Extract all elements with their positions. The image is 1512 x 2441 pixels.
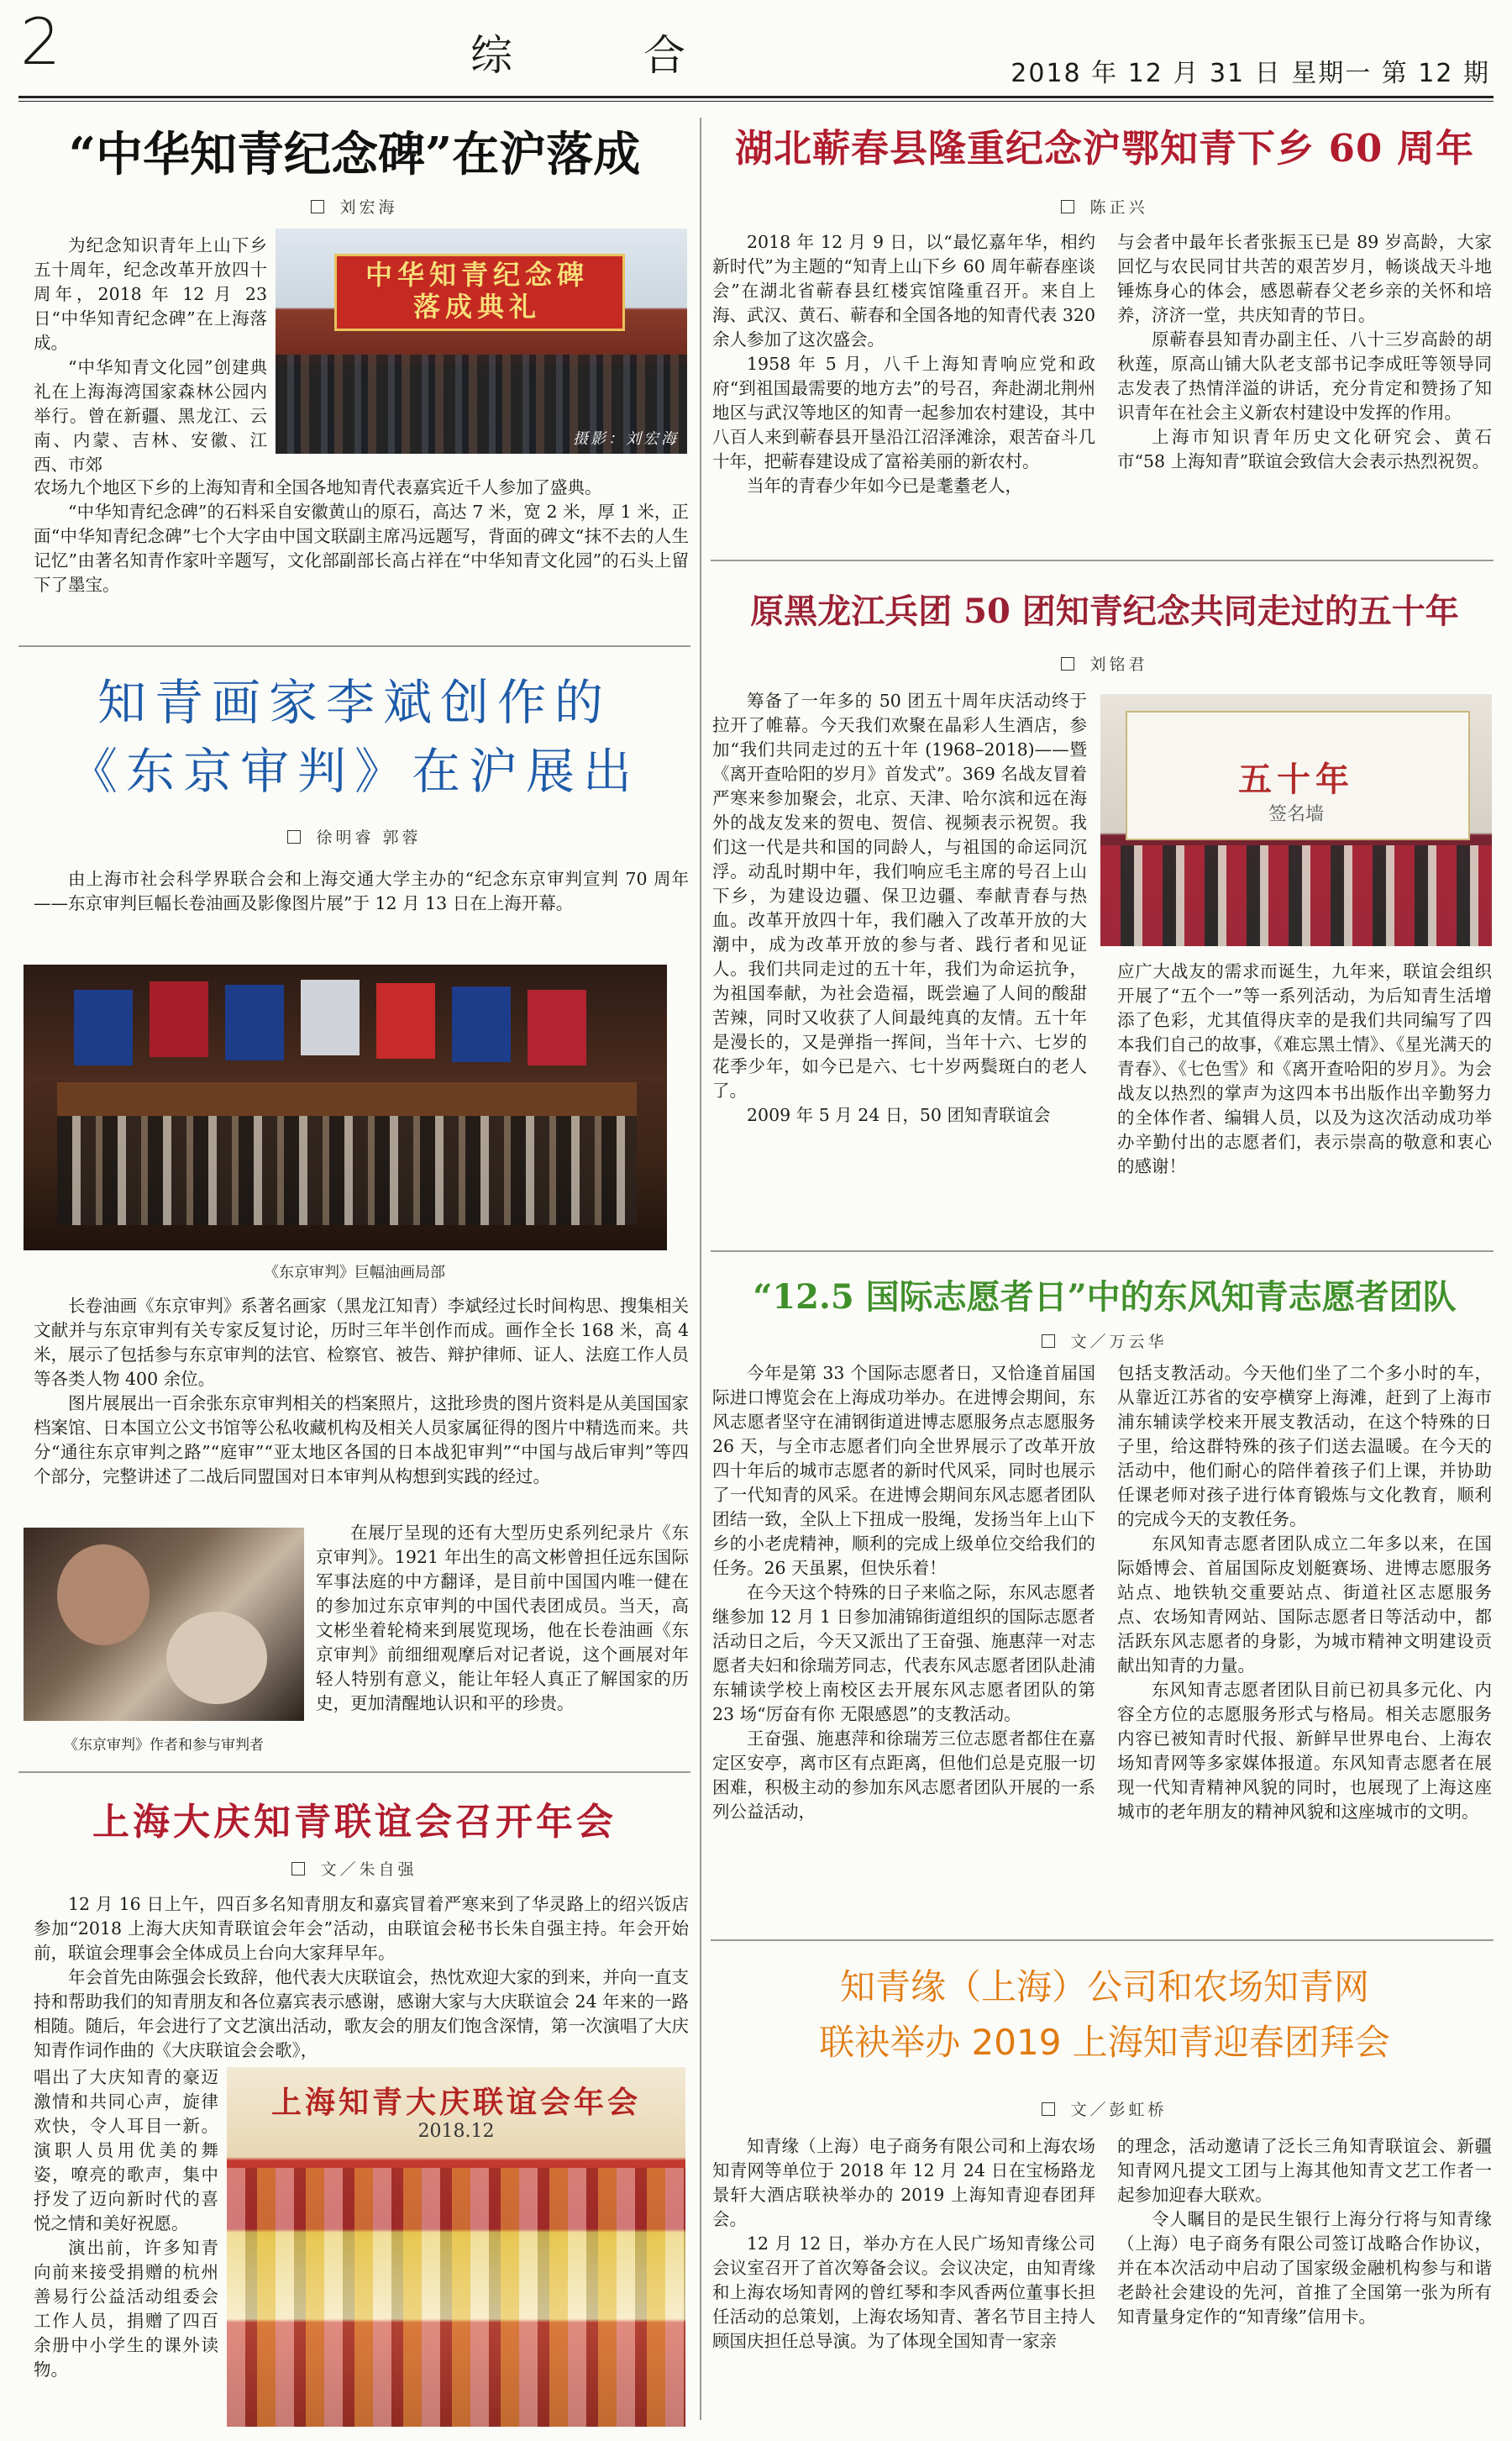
byline-box-icon xyxy=(1042,2102,1055,2116)
portrait-caption: 《东京审判》作者和参与审判者 xyxy=(64,1737,264,1754)
flag xyxy=(150,981,208,1057)
rule xyxy=(711,1939,1494,1941)
header-rule-thin xyxy=(18,101,1494,102)
page-number: 2 xyxy=(20,4,61,79)
zhiqingyuan-headline xyxy=(714,1960,1495,2070)
painter-paragraph: 图片展展出一百余张东京审判相关的档案照片，这批珍贵的图片资料是从美国国家档案馆、日本国立公文书馆等公私收藏机构及相关人员家属征得的图片中精选而来。共分“通往东京审判之路”“庭审”“亚太地区各国的日本战犯审判”“中国与战后审判”等四个部分，完整讲述了二战后同盟国对日本审判从构想到实践的经过。 xyxy=(34,1393,689,1486)
heilongjiang-col-a xyxy=(712,689,1087,1128)
person-face xyxy=(57,1544,150,1645)
daqing-headline: 上海大庆知青联谊会召开年会 xyxy=(92,1801,617,1844)
painter-intro xyxy=(34,867,689,916)
flag xyxy=(301,980,360,1055)
wall-subtitle: 签名墙 xyxy=(1268,804,1324,825)
monument-col-text xyxy=(34,234,267,477)
zhiqingyuan-headline-line1: 知青缘（上海）公司和农场知青网 xyxy=(839,1966,1369,2007)
zhiqingyuan-paragraph: 知青缘（上海）电子商务有限公司和上海农场知青网等单位于 2018 年 12 月 24 日在宝杨路龙景轩大酒店联袂举办的 2019 上海知青迎春团拜会。 xyxy=(712,2136,1095,2229)
monument-paragraph: “中华知青文化园”创建典礼在上海海湾国家森林公园内举行。曾在新疆、黑龙江、云南、内蒙、吉林、安徽、江西、市郊 xyxy=(34,357,267,475)
byline-box-icon xyxy=(291,1862,305,1875)
monument-headline: “中华知青纪念碑”在沪落成 xyxy=(68,127,641,182)
byline-box-icon xyxy=(1061,657,1074,671)
daqing-paragraph: 唱出了大庆知青的豪迈激情和共同心声，旋律欢快，令人耳目一新。演职人员用优美的舞姿，嘹亮的歌声，集中抒发了迈向新时代的喜悦之情和美好祝愿。 xyxy=(34,2067,218,2233)
tribunal-bench xyxy=(57,1082,637,1116)
monument-full-text xyxy=(34,476,689,597)
hubei-paragraph: 与会者中最年长者张振玉已是 89 岁高龄，大家回忆与农民同甘共苦的艰苦岁月，畅谈战天斗地锤炼身心的体会，感恩蕲春父老乡亲的关怀和培养，济济一堂，共庆知青的节日。 xyxy=(1117,232,1492,325)
stage-banner-text: 中华知青纪念碑 落成典礼 xyxy=(365,259,589,323)
daqing-photo xyxy=(227,2067,685,2427)
hubei-paragraph: 2018 年 12 月 9 日，以“最忆嘉年华，相约新时代”为主题的“知青上山下乡 60 周年蕲春座谈会”在湖北省蕲春县红楼宾馆隆重召开。来自上海、武汉、黄石、蕲春和全国各地的知青代表 320 余人参加了这次盛会。 xyxy=(712,232,1095,350)
byline-box-icon xyxy=(1061,200,1074,213)
tokyo-trial-painting xyxy=(24,965,667,1250)
zhiqingyuan-col-a xyxy=(712,2134,1095,2354)
painter-byline: 徐明睿 郭蓉 xyxy=(18,825,690,848)
daqing-paragraph: 12 月 16 日上午，四百多名知青朋友和嘉宾冒着严寒来到了华灵路上的绍兴饭店参加“2018 上海大庆知青联谊会年会”活动，由联谊会秘书长朱自强主持。年会开始前，联谊会理事会全体成员上台向大家拜早年。 xyxy=(34,1894,689,1963)
painter-body xyxy=(34,1294,689,1489)
volunteer-paragraph: 东风知青志愿者团队成立二年多以来，在国际婚博会、首届国际皮划艇赛场、进博志愿服务站点、地铁轨交重要站点、街道社区志愿服务点、农场知青网站、国际志愿者日等活动中，都活跃东风志愿者的身影，为城市精神文明建设贡献出知青的力量。 xyxy=(1117,1534,1492,1676)
rule xyxy=(711,560,1494,561)
byline-box-icon xyxy=(287,830,301,844)
flag xyxy=(225,985,284,1060)
header-rule xyxy=(18,96,1494,98)
volunteer-paragraph: 包括支教活动。今天他们坐了二个多小时的车，从靠近江苏省的安亭横穿上海滩，赶到了上海市浦东辅读学校来开展支教活动，在这个特殊的日子里，给这群特殊的孩子们送去温暖。在今天的活动中，他们耐心的陪伴着孩子们上课，并协助任课老师对孩子进行体育锻炼与文化教育，顺利的完成今天的支教任务。 xyxy=(1117,1363,1492,1529)
zhiqingyuan-paragraph: 12 月 12 日，举办方在人民广场知青缘公司会议室召开了首次筹备会议。会议决定，由知青缘和上海农场知青网的曾红琴和李风香两位董事长担任活动的总策划，上海农场知青、著名节目主持人顾国庆担任总导演。为了体现全国知青一家亲 xyxy=(712,2233,1095,2351)
volunteer-byline: 文／万云华 xyxy=(714,1329,1495,1352)
painter-headline xyxy=(18,668,690,806)
byline-box-icon xyxy=(311,200,324,213)
volunteer-paragraph: 今年是第 33 个国际志愿者日，又恰逢首届国际进口博览会在上海成功举办。在进博会期间，东风志愿者坚守在浦钢街道进博志愿服务点志愿服务 26 天，与全市志愿者们向全世界展示了改革开放四十年后的城市志愿者的新时代风采，同时也展示了一代知青的风采。在进博会期间东风志愿者团队团结一致，全队上下扭成一股绳，发扬当年上山下乡的小老虎精神，顺利的完成上级单位交给我们的任务。26 天虽累，但快乐着！ xyxy=(712,1363,1095,1578)
painter-headline-line1: 知青画家李斌创作的 xyxy=(97,674,612,731)
wall-title: 五十年 xyxy=(1238,760,1354,799)
issue-date: 2018 年 12 月 31 日 星期一 第 12 期 xyxy=(1011,59,1490,88)
painter-paragraph: 由上海市社会科学界联合会和上海交通大学主办的“纪念东京审判宣判 70 周年——东京审判巨幅长卷油画及影像图片展”于 12 月 13 日在上海开幕。 xyxy=(34,869,689,913)
heilongjiang-headline: 原黑龙江兵团 50 团知青纪念共同走过的五十年 xyxy=(750,592,1459,631)
hubei-paragraph: 上海市知识青年历史文化研究会、黄石市“58 上海知青”联谊会致信大会表示热烈祝贺。 xyxy=(1117,427,1492,471)
monument-photo xyxy=(276,229,687,454)
attendees xyxy=(1100,845,1492,946)
zhiqingyuan-byline: 文／彭虹桥 xyxy=(714,2097,1495,2120)
heilongjiang-paragraph: 筹备了一年多的 50 团五十周年庆活动终于拉开了帷幕。今天我们欢聚在晶彩人生酒店，参加“我们共同走过的五十年 (1968–2018)——暨《离开查哈阳的岁月》首发式”。369 名战友冒着严寒来参加聚会，北京、天津、哈尔滨和远在海外的战友发来的贺电、贺信、视频表示祝贺。我们这一代是共和国的同龄人，与祖国的命运同沉浮。动乱时期中年，我们响应毛主席的号召上山下乡，为建设边疆、保卫边疆、奉献青春与热血。改革开放四十年，我们融入了改革开放的大潮中，成为改革开放的参与者、践行者和见证人。我们共同走过的五十年，我们为命运抗争，为祖国奉献，为社会造福，既尝遍了人间的酸甜苦辣，同时又收获了人间最纯真的友情。五十年是漫长的，又是弹指一挥间，当年十六、七岁的花季少年，如今已是六、七十岁两鬓斑白的老人了。 xyxy=(712,691,1087,1101)
painter-portrait-photo xyxy=(24,1528,304,1721)
zhiqingyuan-col-b xyxy=(1117,2134,1492,2329)
column-divider xyxy=(700,118,701,2420)
performers xyxy=(227,2168,685,2427)
volunteer-col-b xyxy=(1117,1361,1492,1824)
daqing-banner-text: 上海知青大庆联谊会年会 xyxy=(270,2085,641,2120)
zhiqingyuan-paragraph: 令人瞩目的是民生银行上海分行将与知青缘（上海）电子商务有限公司签订战略合作协议，并在本次活动中启动了国家级金融机构参与和谐老龄社会建设的先河，首推了全国第一张为所有知青量身定作的“知青缘”信用卡。 xyxy=(1117,2209,1492,2327)
daqing-byline: 文／朱自强 xyxy=(18,1857,690,1880)
heilongjiang-paragraph: 应广大战友的需求而诞生，九年来，联谊会组织开展了“五个一”等一系列活动，为后知青生活增添了色彩，尤其值得庆幸的是我们共同编写了四本我们自己的故事，《难忘黑土情》、《星光满天的青春》、《七色雪》和《离开查哈阳的岁月》。为会战友以热烈的掌声为这四本书出版作出辛勤努力的全体作者、编辑人员，以及为这次活动成功举办辛勤付出的志愿者们，表示崇高的敬意和衷心的感谢！ xyxy=(1117,961,1492,1176)
painter-paragraph: 长卷油画《东京审判》系著名画家（黑龙江知青）李斌经过长时间构思、搜集相关文献并与东京审判有关专家反复讨论，历时三年半创作而成。画作全长 168 米，高 4 米，展示了包括参与东京审判的法官、检察官、被告、辩护律师、证人、法庭工作人员等各类人物 400 余位。 xyxy=(34,1296,689,1389)
monument-paragraph: 为纪念知识青年上山下乡五十周年，纪念改革开放四十周年，2018 年 12 月 23 日“中华知青纪念碑”在上海落成。 xyxy=(34,235,267,353)
daqing-banner-sub: 2018.12 xyxy=(417,2121,495,2142)
hubei-col-a xyxy=(712,230,1095,498)
heilongjiang-photo xyxy=(1100,694,1492,946)
monument-paragraph: 农场九个地区下乡的上海知青和全国各地知青代表嘉宾近千人参加了盛典。 xyxy=(34,477,602,497)
person-face xyxy=(166,1612,267,1704)
flag xyxy=(376,983,435,1059)
daqing-body xyxy=(34,1892,689,2063)
painter-headline-line2: 《东京审判》在沪展出 xyxy=(68,743,640,800)
daqing-paragraph: 演出前，许多知青向前来接受捐赠的杭州善易行公益活动组委会工作人员，捐赠了四百余册中小学生的课外读物。 xyxy=(34,2238,218,2380)
rule xyxy=(18,1771,690,1773)
daqing-body-narrow xyxy=(34,2065,218,2382)
flag xyxy=(528,990,586,1065)
painter-paragraph: 在展厅呈现的还有大型历史系列纪录片《东京审判》。1921 年出生的高文彬曾担任远东国际军事法庭的中方翻译，是目前中国国内唯一健在的参加过东京审判的中国代表团成员。当天，高文彬坐着轮椅来到展览现场，他在长卷油画《东京审判》前细细观摩后对记者说，这个画展对年轻人特别有意义，能让年轻人真正了解国家的历史，更加清醒地认识和平的珍贵。 xyxy=(316,1523,689,1713)
heilongjiang-col-b xyxy=(1117,960,1492,1179)
hubei-paragraph: 1958 年 5 月，八千上海知青响应党和政府“到祖国最需要的地方去”的号召，奔赴湖北荆州地区与武汉等地区的知青一起参加农村建设，其中八百人来到蕲春县开垦沿江沼泽滩涂，艰苦奋斗几十年，把蕲春建设成了富裕美丽的新农村。 xyxy=(712,354,1095,471)
volunteer-paragraph: 王奋强、施惠萍和徐瑞芳三位志愿者都住在嘉定区安亭，离市区有点距离，但他们总是克服一切困难，积极主动的参加东风志愿者团队开展的一系列公益活动， xyxy=(712,1728,1095,1822)
volunteer-paragraph: 在今天这个特殊的日子来临之际，东风志愿者继参加 12 月 1 日参加浦锦街道组织的国际志愿者活动日之后，今天又派出了王奋强、施惠萍一对志愿者夫妇和徐瑞芳同志，代表东风志愿者团队赴浦东辅读学校上南校区去开展东风志愿者团队的第 23 场“厉奋有你 无限感恩”的支教活动。 xyxy=(712,1582,1095,1724)
zhiqingyuan-headline-line2: 联袂举办 2019 上海知青迎春团拜会 xyxy=(819,2022,1390,2063)
hubei-byline: 陈正兴 xyxy=(714,195,1495,218)
hubei-headline: 湖北蕲春县隆重纪念沪鄂知青下乡 60 周年 xyxy=(735,126,1474,171)
section-title: 综 合 xyxy=(470,31,744,80)
byline-box-icon xyxy=(1042,1334,1055,1348)
rule xyxy=(18,645,690,647)
volunteer-headline: “12.5 国际志愿者日”中的东风知青志愿者团队 xyxy=(753,1277,1457,1317)
volunteer-col-a xyxy=(712,1361,1095,1824)
rule xyxy=(711,1250,1494,1252)
painter-body-right xyxy=(316,1521,689,1716)
flag xyxy=(74,990,133,1065)
daqing-paragraph: 年会首先由陈强会长致辞，他代表大庆联谊会，热忱欢迎大家的到来，并向一直支持和帮助我们的知青朋友和各位嘉宾表示感谢，感谢大家与大庆联谊会 24 年来的一路相随。随后，年会进行了文艺演出活动，歌友会的朋友们饱含深情，第一次演唱了大庆知青作词作曲的《大庆联谊会会歌》， xyxy=(34,1967,689,2060)
heilongjiang-paragraph: 2009 年 5 月 24 日，50 团知青联谊会 xyxy=(747,1105,1051,1125)
monument-byline: 刘宏海 xyxy=(18,195,690,218)
heilongjiang-byline: 刘铭君 xyxy=(714,652,1495,675)
hubei-paragraph: 原蕲春县知青办副主任、八十三岁高龄的胡秋莲，原高山铺大队老支部书记李成旺等领导同志发表了热情洋溢的讲话，充分肯定和赞扬了知识青年在社会主义新农村建设中发挥的作用。 xyxy=(1117,329,1492,423)
painting-caption: 《东京审判》巨幅油画局部 xyxy=(264,1264,445,1281)
photo-credit: 摄影：刘宏海 xyxy=(573,430,679,448)
hubei-col-b xyxy=(1117,230,1492,474)
trial-figures xyxy=(57,1116,637,1225)
monument-paragraph: “中华知青纪念碑”的石料采自安徽黄山的原石，高达 7 米，宽 2 米，厚 1 米，正面“中华知青纪念碑”七个大字由中国文联副主席冯远题写，背面的碑文“抹不去的人生记忆”由著名知青作家叶辛题写，文化部副部长高占祥在“中华知青文化园”的石头上留下了墨宝。 xyxy=(34,502,689,595)
volunteer-paragraph: 东风知青志愿者团队目前已初具多元化、内容全方位的志愿服务形式与格局。相关志愿服务内容已被知青时代报、新鲜早世界电台、上海农场知青网等多家媒体报道。东风知青志愿者在展现一代知青精神风貌的同时，也展现了上海这座城市的老年朋友的精神风貌和这座城市的文明。 xyxy=(1117,1680,1492,1822)
flag xyxy=(452,986,511,1062)
hubei-paragraph: 当年的青春少年如今已是耄耋老人， xyxy=(747,476,1022,496)
zhiqingyuan-paragraph: 的理念，活动邀请了泛长三角知青联谊会、新疆知青网凡提文工团与上海其他知青文艺工作者一起参加迎春大联欢。 xyxy=(1117,2136,1492,2205)
